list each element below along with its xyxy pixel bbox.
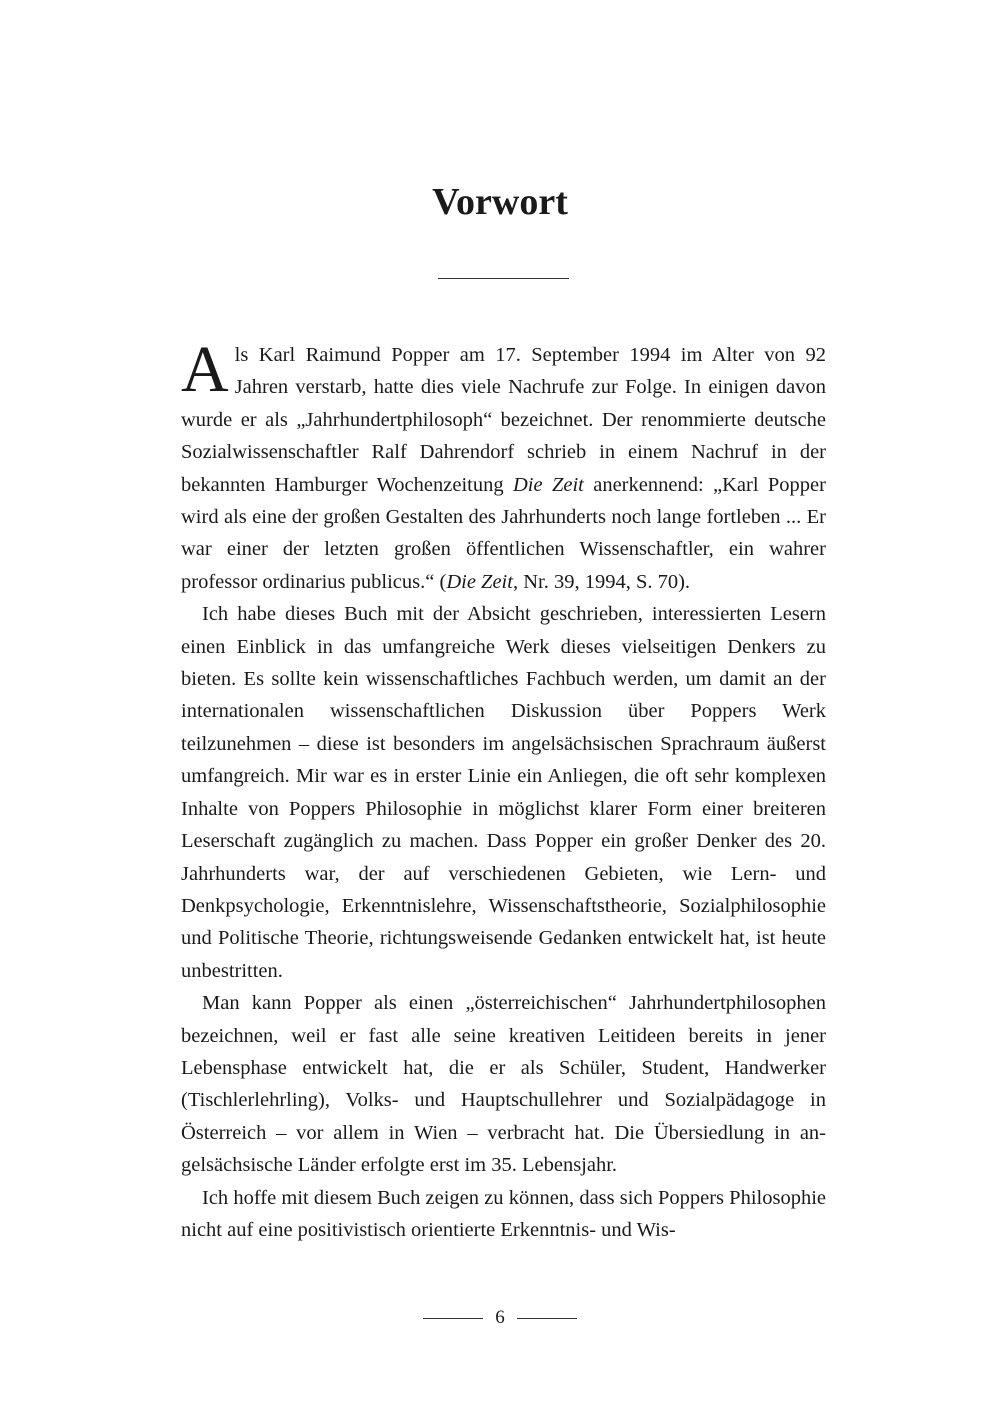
- paragraph-2: Ich habe dieses Buch mit der Absicht geschrieben, interessierten Lesern einen Einblick in das umfangreiche Werk dieses vielseitigen Denkers zu bieten. Es sollte kein wissenschaftliches Fachbuch werden, um damit an der internationalen wissenschaftlichen Diskussion über Poppers Werk teilzunehmen – diese ist besonders im angelsächsischen Sprachraum äußerst umfangreich. Mir war es in erster Linie ein Anliegen, die oft sehr komplexen Inhalte von Poppers Philosophie in möglichst klarer Form einer breiteren Leserschaft zugänglich zu machen. Dass Popper ein großer Denker des 20. Jahrhunderts war, der auf verschiedenen Gebieten, wie Lern- und Denkpsychologie, Erkenntnislehre, Wissenschaftstheorie, Sozialphilosophie und Politische Theorie, richtungsweisende Gedanken entwickelt hat, ist heute unbestritten.: [181, 603, 826, 982]
- paragraph-1-text-a: ls Karl Raimund Popper am 17. September 1994 im Alter von 92 Jahren verstarb, hatte dies viele Nachrufe zur Folge. In einigen davon wurde er als „Jahrhundertphilosoph“ bezeichnet. Der renommierte deutsche Sozialwissenschaftler Ralf Dahrendorf schrieb in einem Nachruf in der bekannten Hamburger Wochenzeitung: [181, 344, 826, 496]
- paragraph-1-text-c: , Nr. 39, 1994, S. 70).: [512, 570, 691, 593]
- title-divider: [438, 278, 569, 279]
- citation-publication-title: Die Zeit: [446, 570, 513, 593]
- page-footer: [0, 1306, 1000, 1330]
- body-text: [181, 333, 826, 1246]
- footer-rule-left: [423, 1318, 483, 1319]
- page-number: 6: [495, 1307, 505, 1328]
- paragraph-4: Ich hoffe mit diesem Buch zeigen zu können, dass sich Poppers Philosophie nicht auf eine positivistisch orientierte Erkenntnis- und Wis-: [181, 1186, 826, 1241]
- page-title: Vorwort: [432, 181, 568, 223]
- drop-cap: A: [181, 333, 229, 406]
- paragraph-1: [181, 333, 826, 598]
- paragraph-1-text-b: anerkennend: „Karl Popper wird als eine der großen Gestalten des Jahrhunderts noch lange fortleben ... Er war einer der letzten großen öffentlichen Wissenschaftler, ein wahrer professor ordinarius publicus.“ (: [181, 473, 826, 593]
- publication-title: Die Zeit: [512, 473, 584, 496]
- footer-rule-right: [517, 1318, 577, 1319]
- paragraph-3: Man kann Popper als einen „österreichischen“ Jahrhundertphilosophen bezeichnen, weil er fast alle seine kreativen Leitideen bereits in jener Lebensphase entwickelt hat, die er als Schüler, Student, Handwerker (Tischlerlehrling), Volks- und Hauptschullehrer und Sozialpädagoge in Österreich – vor allem in Wien – verbracht hat. Die Übersiedlung in angelsächsische Länder erfolgte erst im 35. Lebensjahr.: [181, 992, 826, 1177]
